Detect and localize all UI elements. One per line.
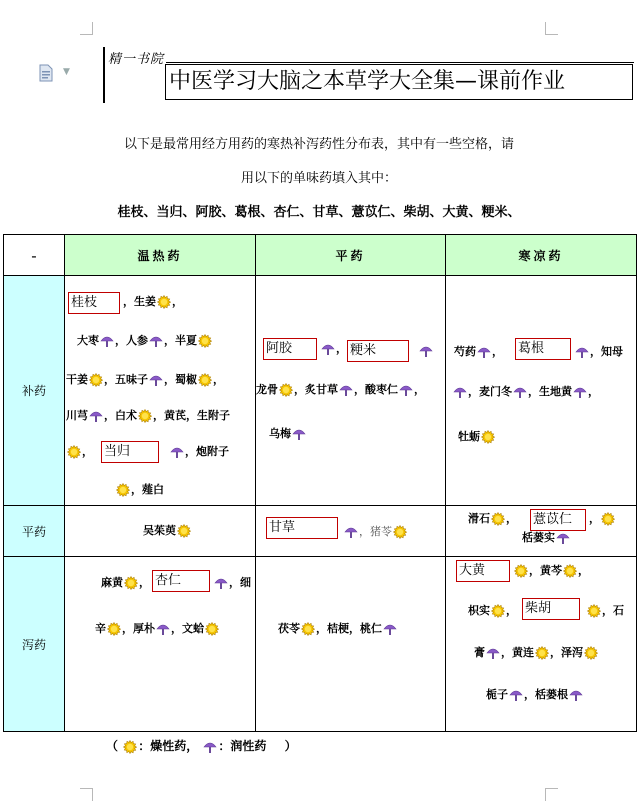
answer-box[interactable]: 桂枝 [68, 292, 120, 314]
crop-mark-bottom-right [545, 788, 558, 801]
document-icon[interactable] [38, 64, 54, 82]
sun-icon [123, 740, 137, 754]
herb-text: ， [414, 383, 425, 396]
sun-icon [177, 524, 191, 538]
cell-neutral-warm [65, 506, 256, 557]
sun-icon [563, 564, 577, 578]
herb-text: 栀子 [486, 688, 508, 701]
sun-icon [116, 483, 130, 497]
chevron-down-icon[interactable]: ▼ [63, 67, 70, 77]
sun-icon [279, 383, 293, 397]
mushroom-icon [383, 622, 397, 636]
answer-box[interactable]: 甘草 [266, 517, 338, 539]
mushroom-icon [509, 688, 523, 702]
herb-text: ，黄芪，生附子 [153, 409, 230, 422]
legend-close: ） [284, 739, 297, 753]
cell-neutral-cold [446, 506, 637, 557]
col-header-cold: 寒凉药 [446, 235, 637, 276]
mushroom-icon [419, 344, 433, 358]
answer-box[interactable]: 薏苡仁 [530, 509, 586, 531]
mushroom-icon [321, 342, 335, 356]
cell-purge-warm [65, 557, 256, 732]
herb-text: ，人参 [115, 334, 148, 347]
sun-icon [107, 622, 121, 636]
legend-moist-label: ：润性药 [218, 739, 267, 753]
mushroom-icon [569, 688, 583, 702]
cell-neutral-neutral [256, 506, 446, 557]
herb-text: ，薤白 [131, 483, 164, 496]
intro-line-1: 以下是最常用经方用药的寒热补泻药性分布表，其中有一些空格，请 [123, 137, 514, 152]
mushroom-icon [156, 622, 170, 636]
sun-icon [393, 525, 407, 539]
answer-box[interactable]: 粳米 [347, 340, 409, 362]
page-title: 中医学习大脑之本草学大全集—课前作业 [165, 64, 633, 100]
herb-text: ，细 [229, 576, 251, 589]
mushroom-icon [453, 385, 467, 399]
sun-icon [67, 445, 81, 459]
answer-box[interactable]: 葛根 [515, 338, 571, 360]
crop-mark-top-right [545, 22, 558, 35]
herb-text: 牡蛎 [458, 430, 480, 443]
header-rule [103, 47, 105, 103]
mushroom-icon [486, 646, 500, 660]
answer-box[interactable]: 当归 [101, 441, 159, 463]
mushroom-icon [149, 373, 163, 387]
sun-icon [601, 512, 615, 526]
mushroom-icon [149, 334, 163, 348]
herb-text: ，白术 [104, 409, 137, 422]
legend-open: （ [106, 739, 119, 753]
herb-text: ，猪苓 [359, 525, 392, 538]
herb-text: 麻黄 [101, 576, 123, 589]
mushroom-icon [344, 525, 358, 539]
legend-dry-label: ：燥性药， [138, 739, 199, 753]
herb-text: ，石 [602, 604, 624, 617]
row-header-purge: 泻药 [4, 557, 65, 732]
herb-text: ，厚朴 [122, 622, 155, 635]
mushroom-icon [556, 531, 570, 545]
herb-text: ， [506, 604, 517, 617]
herb-text: ， [492, 345, 503, 358]
herb-text: ，酸枣仁 [354, 383, 398, 396]
herb-text: ， [578, 564, 589, 577]
herb-text: 滑石 [468, 512, 490, 525]
mushroom-icon [339, 383, 353, 397]
herb-text: ， [213, 373, 224, 386]
herb-text: 大枣 [77, 334, 99, 347]
mushroom-icon [214, 576, 228, 590]
legend [106, 736, 297, 756]
col-header-warm: 温热药 [65, 235, 256, 276]
cell-tonify-warm [65, 276, 256, 506]
herb-text: 龙骨 [256, 383, 278, 396]
herb-text: ， [336, 342, 347, 355]
intro-line-2: 用以下的单味药填入其中： [240, 171, 397, 186]
herb-text: ， [589, 512, 600, 525]
mushroom-icon [170, 445, 184, 459]
answer-box[interactable]: 杏仁 [152, 570, 210, 592]
crop-mark-top-left [80, 22, 93, 35]
herb-text: 枳实 [468, 604, 490, 617]
herb-text: 辛 [95, 622, 106, 635]
herb-text: ，炮附子 [185, 445, 229, 458]
herb-text: ， [172, 295, 183, 308]
mushroom-icon [573, 385, 587, 399]
herb-text: ，蜀椒 [164, 373, 197, 386]
sun-icon [198, 373, 212, 387]
herb-text: 栝蒌实 [522, 531, 555, 544]
sun-icon [584, 646, 598, 660]
sun-icon [205, 622, 219, 636]
herb-text: ， [506, 512, 517, 525]
mushroom-icon [575, 345, 589, 359]
herb-text: ，生姜 [123, 295, 156, 308]
herb-text: 吴茱萸 [143, 524, 176, 537]
answer-box[interactable]: 阿胶 [263, 338, 317, 360]
row-header-tonify: 补药 [4, 276, 65, 506]
sun-icon [514, 564, 528, 578]
herb-text: ，黄芩 [529, 564, 562, 577]
herb-property-table [3, 234, 637, 732]
header-line [166, 62, 634, 63]
mushroom-icon [399, 383, 413, 397]
mushroom-icon [89, 409, 103, 423]
answer-box[interactable]: 大黄 [456, 560, 510, 582]
sun-icon [587, 604, 601, 618]
herb-text: ，五味子 [104, 373, 148, 386]
herb-text: ， [139, 576, 150, 589]
herb-text: 膏 [474, 646, 485, 659]
row-header-neutral: 平药 [4, 506, 65, 557]
sun-icon [157, 295, 171, 309]
sun-icon [138, 409, 152, 423]
herb-text: ，泽泻 [550, 646, 583, 659]
mushroom-icon [100, 334, 114, 348]
cell-tonify-cold [446, 276, 637, 506]
cell-purge-neutral [256, 557, 446, 732]
herb-text: ，知母 [590, 345, 623, 358]
cell-purge-cold [446, 557, 637, 732]
herb-text: 川芎 [66, 409, 88, 422]
brand-logo-text: 精一书院 [108, 52, 165, 67]
herb-text: ，半夏 [164, 334, 197, 347]
herb-text: ，文蛤 [171, 622, 204, 635]
sun-icon [89, 373, 103, 387]
sun-icon [491, 512, 505, 526]
herb-text: ，炙甘草 [294, 383, 338, 396]
table-corner: - [4, 235, 65, 276]
mushroom-icon [203, 740, 217, 754]
herb-text: ， [588, 385, 599, 398]
sun-icon [535, 646, 549, 660]
herb-text: ，黄连 [501, 646, 534, 659]
cell-tonify-neutral [256, 276, 446, 506]
sun-icon [491, 604, 505, 618]
mushroom-icon [513, 385, 527, 399]
herb-text: ，麦门冬 [468, 385, 512, 398]
mushroom-icon [292, 427, 306, 441]
herb-list: 桂枝、当归、阿胶、葛根、杏仁、甘草、薏苡仁、柴胡、大黄、粳米、 [117, 205, 521, 220]
herb-text: 乌梅 [269, 427, 291, 440]
herb-text: ，桔梗，桃仁 [316, 622, 382, 635]
sun-icon [481, 430, 495, 444]
herb-text: ，生地黄 [528, 385, 572, 398]
crop-mark-bottom-left [80, 788, 93, 801]
herb-text: 干姜 [66, 373, 88, 386]
herb-text: ，栝蒌根 [524, 688, 568, 701]
sun-icon [198, 334, 212, 348]
answer-box[interactable]: 柴胡 [522, 598, 580, 620]
mushroom-icon [477, 345, 491, 359]
herb-text: 芍药 [454, 345, 476, 358]
sun-icon [301, 622, 315, 636]
herb-text: 茯苓 [278, 622, 300, 635]
col-header-neutral: 平药 [256, 235, 446, 276]
herb-text: ， [82, 445, 93, 458]
sun-icon [124, 576, 138, 590]
